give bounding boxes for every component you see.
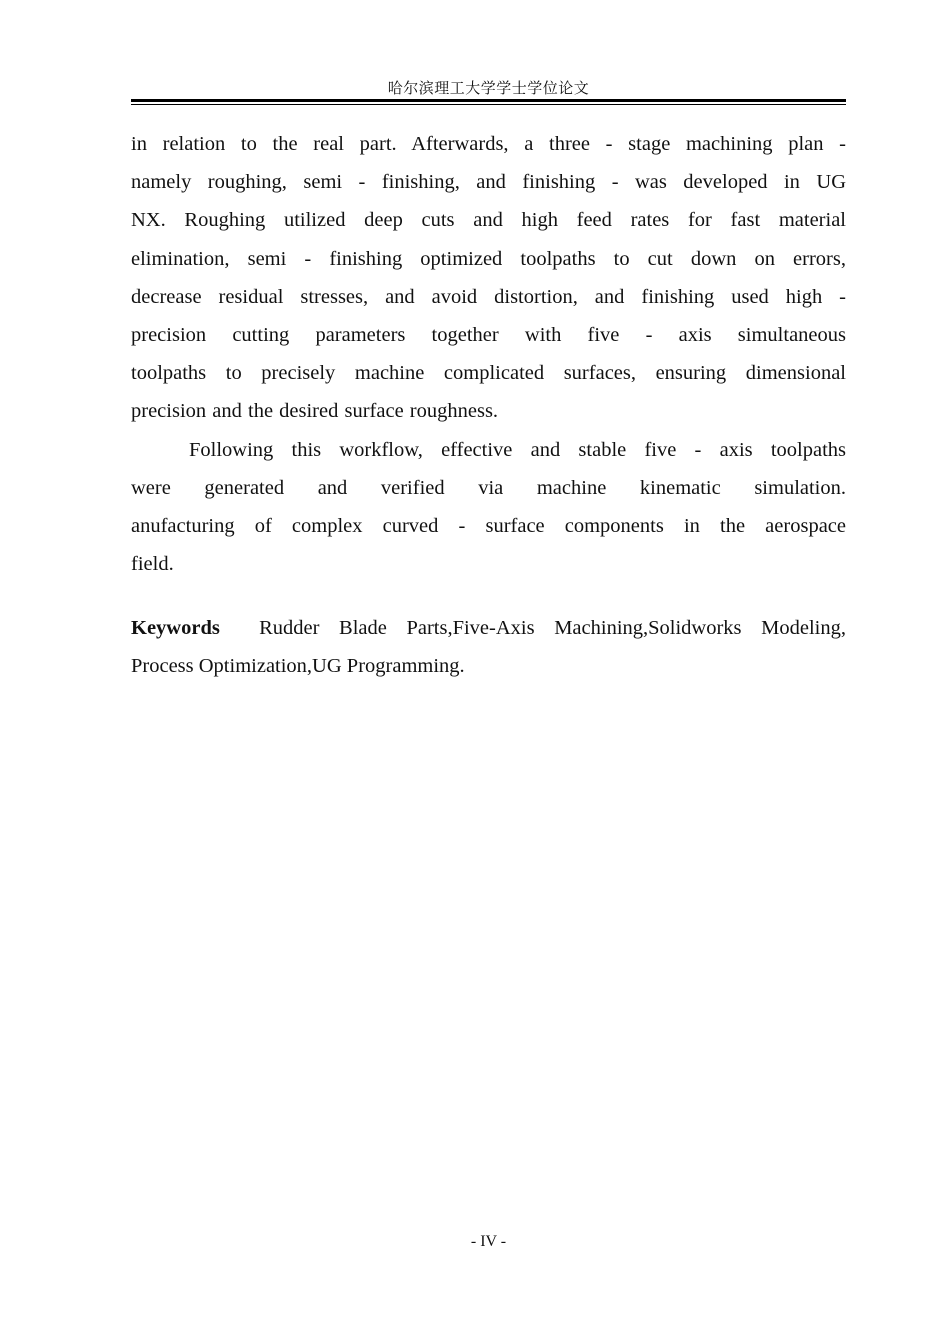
- paragraph-2-line: field.: [131, 553, 174, 576]
- paragraph-1: [131, 125, 846, 431]
- page-header-title: 哈尔滨理工大学学士学位论文: [387, 79, 590, 97]
- page-number: - IV -: [470, 1233, 507, 1250]
- header-rule-thin: [131, 104, 846, 105]
- paragraph-1-line: precision cutting parameters together with five - axis simultaneous: [131, 324, 846, 347]
- paragraph-2-line: were generated and verified via machine kinematic simulation.: [131, 476, 846, 499]
- paragraph-2-line: Following this workflow, effective and stable five - axis toolpaths: [189, 438, 846, 461]
- paragraph-1-line: decrease residual stresses, and avoid distortion, and finishing used high -: [131, 285, 846, 308]
- keywords-label: Keywords: [131, 617, 220, 639]
- paragraph-2: [131, 431, 846, 584]
- paragraph-1-line: namely roughing, semi - finishing, and finishing - was developed in UG: [131, 171, 846, 194]
- abstract-body: [131, 125, 846, 583]
- paragraph-1-line: in relation to the real part. Afterwards, a three - stage machining plan -: [131, 133, 846, 155]
- paragraph-1-line: elimination, semi - finishing optimized toolpaths to cut down on errors,: [131, 247, 846, 270]
- keywords-section: [131, 609, 846, 685]
- paragraph-1-line: toolpaths to precisely machine complicated surfaces, ensuring dimensional: [131, 362, 846, 385]
- keywords-line-1: [131, 609, 846, 647]
- header-rule-thick: [131, 99, 846, 102]
- paragraph-1-line: NX. Roughing utilized deep cuts and high feed rates for fast material: [131, 209, 846, 232]
- paragraph-2-line: anufacturing of complex curved - surface components in the aerospace: [131, 515, 846, 538]
- paragraph-1-line: precision and the desired surface roughness.: [131, 400, 499, 423]
- keywords-text-1: Rudder Blade Parts,Five-Axis Machining,Solidworks Modeling,: [259, 617, 846, 639]
- keywords-text-2: Process Optimization,UG Programming.: [131, 655, 465, 678]
